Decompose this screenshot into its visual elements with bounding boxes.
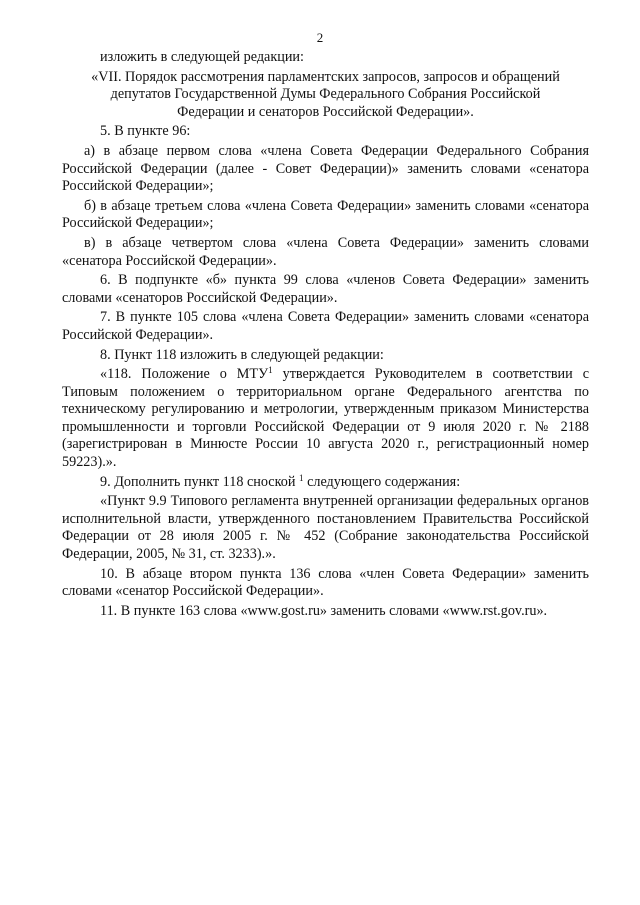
item-5: 5. В пункте 96: [100, 123, 191, 140]
item-7: 7. В пункте 105 слова «члена Совета Федерации» заменить словами «сенатора Российской Федерации». [62, 309, 589, 343]
section-header [62, 69, 589, 122]
item-5c: в) в абзаце четвертом слова «члена Совета Федерации» заменить словами «сенатора Российской Федерации». [62, 234, 589, 269]
item-8-quote-start: «118. Положение о МТУ [100, 366, 269, 383]
intro-line: изложить в следующей редакции: [100, 49, 304, 65]
footnote-marker: 1 [299, 472, 304, 483]
item-9-rest: следующего содержания: [303, 473, 461, 490]
item-6: 6. В подпункте «б» пункта 99 слова «членов Совета Федерации» заменить словами «сенаторов Российской Федерации». [62, 272, 589, 306]
section-header-line3: Федерации и сенаторов Российской Федерации». [177, 103, 474, 120]
item-9-quote: «Пункт 9.9 Типового регламента внутренней организации федеральных органов исполнительной власти, утвержденного постановлением Правительства Российской Федерации от 28 июля 2005 г. № 452 (Собрание законодательства Российской Федерации, 2005, № 31, ст. 3233).». [62, 493, 589, 563]
footnote-marker: 1 [268, 365, 273, 376]
item-8: 8. Пункт 118 изложить в следующей редакции: [100, 346, 384, 363]
item-9-start: 9. Дополнить пункт 118 сноской [100, 473, 300, 490]
page-number: 2 [316, 30, 324, 45]
item-5a: а) в абзаце первом слова «члена Совета Федерации Федерального Собрания Российской Федерации (далее - Совет Федерации)» заменить словами «сенатора Российской Федерации»; [62, 142, 589, 195]
item-5b: б) в абзаце третьем слова «члена Совета Федерации» заменить словами «сенатора Российской Федерации»; [62, 197, 589, 232]
item-8-quote [62, 366, 589, 472]
document-body [62, 49, 589, 622]
item-8-quote-rest: утверждается Руководителем в соответствии с Типовым положением о территориальном органе Федерального агентства по техническому регулированию и метрологии, утвержденным приказом Министерства промышленности и торговли Российской Федерации от 9 июля 2020 г. № 2188 (зарегистрирован в Минюсте России 10 августа 2020 г., регистрационный номер 59223).». [62, 366, 589, 471]
section-header-line2: депутатов Государственной Думы Федерального Собрания Российской [110, 86, 541, 103]
section-header-line1: «VII. Порядок рассмотрения парламентских запросов, запросов и обращений [91, 68, 560, 85]
item-10: 10. В абзаце втором пункта 136 слова «член Совета Федерации» заменить словами «сенатор Российской Федерации». [62, 565, 589, 600]
item-11: 11. В пункте 163 слова «www.gost.ru» заменить словами «www.rst.gov.ru». [100, 602, 548, 619]
item-9 [62, 474, 589, 492]
